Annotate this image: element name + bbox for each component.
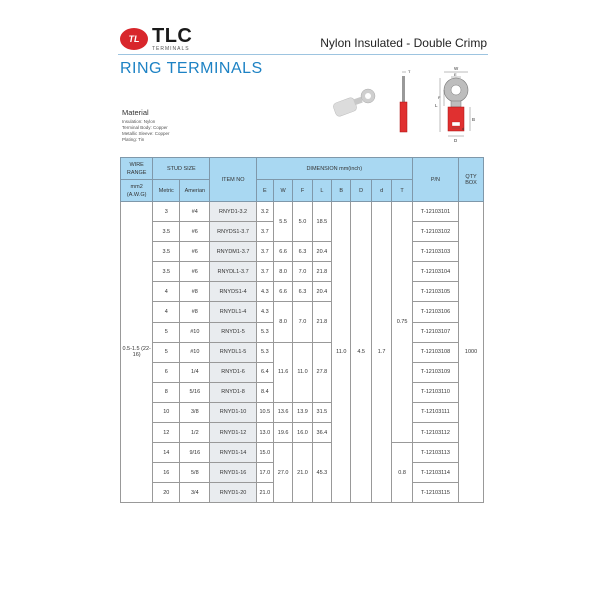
W-cell: 19.6: [273, 423, 292, 443]
header-wire-range: WIRE RANGE: [121, 158, 153, 180]
amerian-cell: #4: [180, 202, 210, 222]
metric-cell: 8: [153, 382, 180, 402]
header-amerian: Amerian: [180, 180, 210, 202]
L-cell: 20.4: [312, 282, 331, 302]
W-cell: 8.0: [273, 262, 292, 282]
amerian-cell: #6: [180, 222, 210, 242]
page-title: RING TERMINALS: [120, 60, 263, 77]
L-cell: 45.3: [312, 443, 331, 503]
L-cell: 20.4: [312, 242, 331, 262]
E-cell: 4.3: [256, 282, 273, 302]
metric-cell: 10: [153, 402, 180, 422]
amerian-cell: #6: [180, 242, 210, 262]
header-F: F: [293, 180, 312, 202]
E-cell: 8.4: [256, 382, 273, 402]
E-cell: 3.7: [256, 262, 273, 282]
item-no-cell: RNYDL1-5: [210, 342, 256, 362]
table-row: [121, 443, 484, 463]
amerian-cell: 3/8: [180, 402, 210, 422]
wire-range-cell: 0.5-1.5 (22-16): [121, 202, 153, 503]
metric-cell: 4: [153, 302, 180, 322]
L-cell: 21.8: [312, 302, 331, 342]
F-cell: 7.0: [293, 302, 312, 342]
company-logo: [120, 26, 192, 52]
header-d: d: [371, 180, 391, 202]
item-no-cell: RNYD1-12: [210, 423, 256, 443]
E-cell: 4.3: [256, 302, 273, 322]
label-T: T: [408, 69, 411, 74]
L-cell: 21.8: [312, 262, 331, 282]
header-divider: [118, 54, 488, 55]
amerian-cell: #8: [180, 302, 210, 322]
ring-terminal-spec-table: [120, 157, 484, 503]
header-item-no: ITEM NO: [210, 158, 256, 202]
metric-cell: 3.5: [153, 262, 180, 282]
header-E: E: [256, 180, 273, 202]
W-cell: 6.6: [273, 242, 292, 262]
header-W: W: [273, 180, 292, 202]
E-cell: 6.4: [256, 362, 273, 382]
E-cell: 5.3: [256, 342, 273, 362]
E-cell: 15.0: [256, 443, 273, 463]
header-T: T: [392, 180, 412, 202]
item-no-cell: RNYD1-14: [210, 443, 256, 463]
terminal-dimension-drawing: [396, 64, 484, 144]
material-line: Insulation: Nylon: [122, 119, 156, 124]
metric-cell: 4: [153, 282, 180, 302]
D-cell: 4.5: [351, 202, 371, 503]
F-cell: 11.0: [293, 342, 312, 402]
table-row: [121, 262, 484, 282]
W-cell: 13.6: [273, 402, 292, 422]
label-D: D: [454, 138, 458, 143]
amerian-cell: 1/4: [180, 362, 210, 382]
amerian-cell: 9/16: [180, 443, 210, 463]
material-info: [122, 108, 170, 143]
amerian-cell: 5/16: [180, 382, 210, 402]
amerian-cell: #8: [180, 282, 210, 302]
E-cell: 5.3: [256, 322, 273, 342]
logo-text: TLC: [152, 25, 193, 47]
E-cell: 3.7: [256, 222, 273, 242]
table-row: [121, 242, 484, 262]
amerian-cell: #6: [180, 262, 210, 282]
pn-cell: T-12103105: [412, 282, 458, 302]
F-cell: 21.0: [293, 443, 312, 503]
W-cell: 6.6: [273, 282, 292, 302]
table-row: [121, 282, 484, 302]
header-B: B: [332, 180, 351, 202]
label-L: L: [435, 103, 438, 108]
metric-cell: 3.5: [153, 222, 180, 242]
header-dimension: DIMENSION mm(inch): [256, 158, 412, 180]
table-row: [121, 342, 484, 362]
E-cell: 13.0: [256, 423, 273, 443]
W-cell: 8.0: [273, 302, 292, 342]
table-row: [121, 202, 484, 222]
table-row: [121, 302, 484, 322]
F-cell: 6.3: [293, 242, 312, 262]
label-W: W: [454, 66, 459, 71]
pn-cell: T-12103101: [412, 202, 458, 222]
W-cell: 11.6: [273, 342, 292, 402]
header-L: L: [312, 180, 331, 202]
F-cell: 5.0: [293, 202, 312, 242]
amerian-cell: 5/8: [180, 463, 210, 483]
header-qty-box: QTY BOX: [459, 158, 484, 202]
metric-cell: 3: [153, 202, 180, 222]
pn-cell: T-12103114: [412, 463, 458, 483]
T-cell: 0.75: [392, 202, 412, 443]
label-B: B: [472, 117, 476, 122]
pn-cell: T-12103115: [412, 483, 458, 503]
item-no-cell: RNYD1-10: [210, 402, 256, 422]
E-cell: 10.5: [256, 402, 273, 422]
pn-cell: T-12103102: [412, 222, 458, 242]
item-no-cell: RNYD1-5: [210, 322, 256, 342]
L-cell: 27.8: [312, 342, 331, 402]
d-cell: 1.7: [371, 202, 391, 503]
metric-cell: 14: [153, 443, 180, 463]
item-no-cell: RNYDM1-3.7: [210, 242, 256, 262]
W-cell: 5.5: [273, 202, 292, 242]
table-row: [121, 402, 484, 422]
material-line: Metallic Sleeve: Copper: [122, 131, 170, 136]
L-cell: 36.4: [312, 423, 331, 443]
F-cell: 7.0: [293, 262, 312, 282]
amerian-cell: 3/4: [180, 483, 210, 503]
pn-cell: T-12103108: [412, 342, 458, 362]
pn-cell: T-12103106: [412, 302, 458, 322]
pn-cell: T-12103113: [412, 443, 458, 463]
E-cell: 3.2: [256, 202, 273, 222]
L-cell: 18.5: [312, 202, 331, 242]
T-cell: 0.8: [392, 443, 412, 503]
material-heading: Material: [122, 108, 149, 117]
pn-cell: T-12103110: [412, 382, 458, 402]
pn-cell: T-12103109: [412, 362, 458, 382]
metric-cell: 6: [153, 362, 180, 382]
L-cell: 31.5: [312, 402, 331, 422]
pn-cell: T-12103111: [412, 402, 458, 422]
E-cell: 17.0: [256, 463, 273, 483]
header-metric: Metric: [153, 180, 180, 202]
amerian-cell: #10: [180, 322, 210, 342]
item-no-cell: RNYD1-6: [210, 362, 256, 382]
E-cell: 21.0: [256, 483, 273, 503]
label-F: F: [438, 95, 441, 100]
F-cell: 13.9: [293, 402, 312, 422]
metric-cell: 16: [153, 463, 180, 483]
header-pn: P/N: [412, 158, 458, 202]
F-cell: 6.3: [293, 282, 312, 302]
B-cell: 11.0: [332, 202, 351, 503]
metric-cell: 3.5: [153, 242, 180, 262]
pn-cell: T-12103107: [412, 322, 458, 342]
item-no-cell: RNYD1-3.2: [210, 202, 256, 222]
F-cell: 16.0: [293, 423, 312, 443]
item-no-cell: RNYDL1-3.7: [210, 262, 256, 282]
ring-terminal-photo: [330, 86, 380, 126]
material-line: Terminal Body: Copper: [122, 125, 168, 130]
item-no-cell: RNYD1-20: [210, 483, 256, 503]
pn-cell: T-12103103: [412, 242, 458, 262]
header-stud-size: STUD SIZE: [153, 158, 210, 180]
metric-cell: 12: [153, 423, 180, 443]
amerian-cell: 1/2: [180, 423, 210, 443]
item-no-cell: RNYDS1-3.7: [210, 222, 256, 242]
header-D: D: [351, 180, 371, 202]
metric-cell: 20: [153, 483, 180, 503]
pn-cell: T-12103112: [412, 423, 458, 443]
table-row: [121, 423, 484, 443]
metric-cell: 5: [153, 322, 180, 342]
W-cell: 27.0: [273, 443, 292, 503]
logo-subtext: TERMINALS: [152, 46, 190, 52]
pn-cell: T-12103104: [412, 262, 458, 282]
item-no-cell: RNYD1-16: [210, 463, 256, 483]
E-cell: 3.7: [256, 242, 273, 262]
product-line-subtitle: Nylon Insulated - Double Crimp: [320, 36, 487, 50]
item-no-cell: RNYDS1-4: [210, 282, 256, 302]
qty-box-cell: 1000: [459, 202, 484, 503]
amerian-cell: #10: [180, 342, 210, 362]
label-d: d: [462, 126, 465, 131]
label-E: E: [454, 72, 457, 77]
item-no-cell: RNYDL1-4: [210, 302, 256, 322]
material-line: Plating: Tin: [122, 137, 145, 142]
logo-emblem-icon: TL: [120, 28, 148, 50]
item-no-cell: RNYD1-8: [210, 382, 256, 402]
header-wire-unit: mm2 (A.W.G): [121, 180, 153, 202]
metric-cell: 5: [153, 342, 180, 362]
